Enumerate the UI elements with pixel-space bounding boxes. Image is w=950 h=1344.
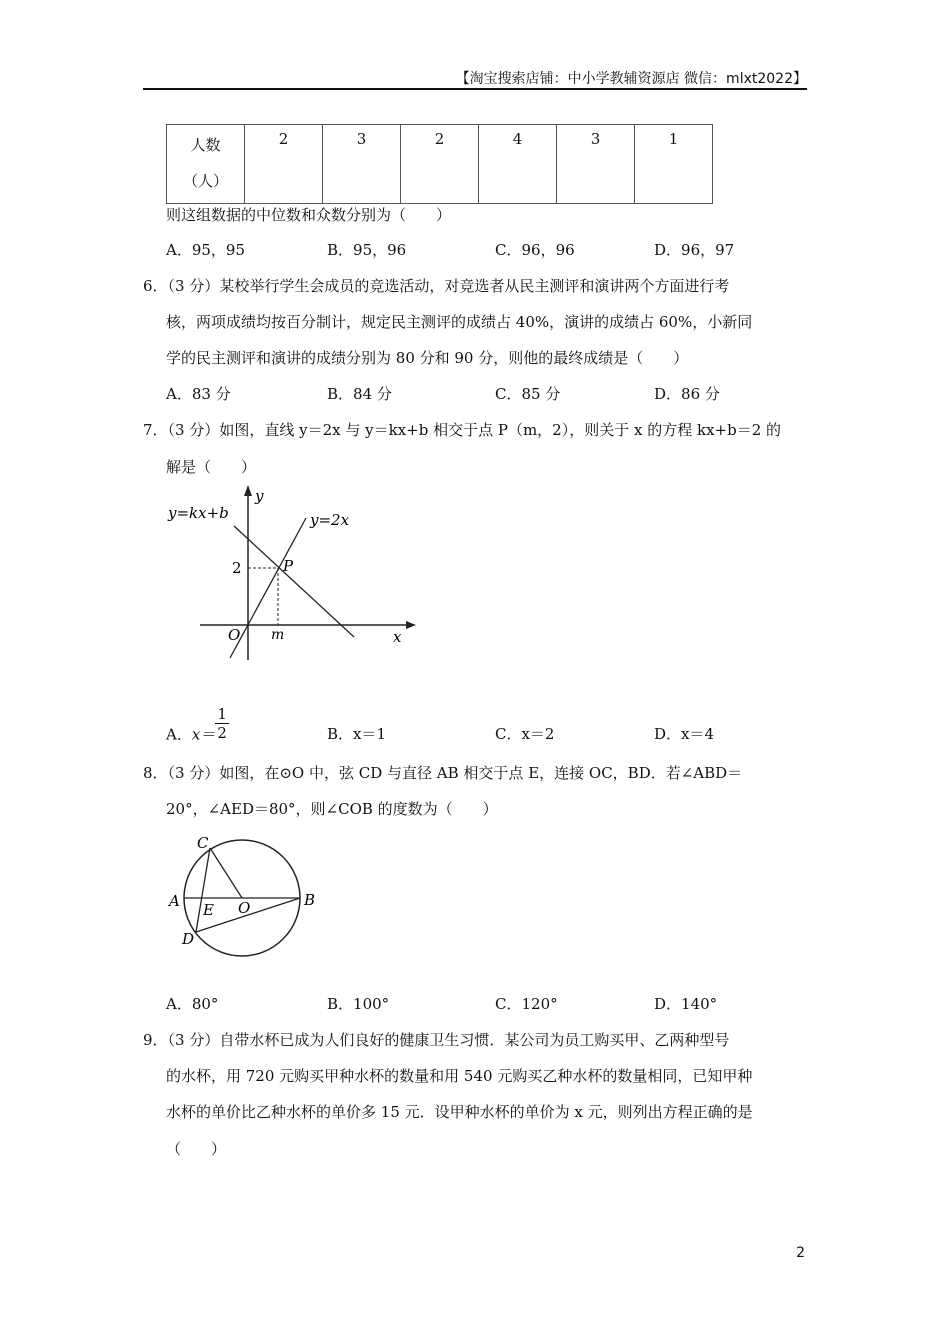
q7-option-d: D．x＝4 — [654, 725, 715, 743]
q5-stem: 则这组数据的中位数和众数分别为（ ） — [166, 206, 452, 224]
table-cell: 2 — [401, 125, 479, 204]
label-y-axis: y — [255, 487, 264, 505]
label-two: 2 — [232, 559, 242, 577]
label-a: A — [169, 892, 180, 910]
q7-line-1: 7．（3 分）如图，直线 y＝2x 与 y＝kx+b 相交于点 P（m，2），则关于 x 的方程 kx+b＝2 的 — [143, 421, 782, 439]
q8-circle-figure — [160, 828, 330, 958]
q6-line-1: 6．（3 分）某校举行学生会成员的竞选活动，对竞选者从民主测评和演讲两个方面进行考 — [143, 277, 730, 295]
q9-line-2: 的水杯，用 720 元购买甲种水杯的数量和用 540 元购买乙种水杯的数量相同，已知甲种 — [166, 1067, 753, 1085]
label-c: C — [197, 834, 209, 852]
q8-line-2: 20°，∠AED＝80°，则∠COB 的度数为（ ） — [166, 800, 498, 818]
page-number: 2 — [796, 1245, 805, 1261]
label-o: O — [238, 899, 251, 917]
q7-graph-figure — [160, 482, 420, 667]
table-cell: 3 — [323, 125, 401, 204]
q7-option-b: B．x＝1 — [327, 725, 387, 743]
q5-option-c: C．96，96 — [495, 241, 575, 259]
label-point-p: P — [283, 557, 294, 575]
q9-line-3: 水杯的单价比乙种水杯的单价多 15 元．设甲种水杯的单价为 x 元，则列出方程正确的是 — [166, 1103, 753, 1121]
table-cell: 4 — [479, 125, 557, 204]
fraction-numerator: 1 — [217, 705, 227, 723]
table-row — [167, 125, 713, 204]
table-row-header — [167, 125, 245, 204]
q8-option-a: A．80° — [166, 995, 219, 1013]
table-cell: 3 — [557, 125, 635, 204]
segment-oc — [210, 848, 242, 898]
q6-option-b: B．84 分 — [327, 385, 392, 403]
q8-option-d: D．140° — [654, 995, 718, 1013]
q6-option-c: C．85 分 — [495, 385, 561, 403]
table-cell: 1 — [635, 125, 713, 204]
label-origin: O — [228, 626, 241, 644]
header-text: 【淘宝搜索店铺：中小学教辅资源店 微信：mlxt2022】 — [455, 71, 807, 87]
q8-option-c: C．120° — [495, 995, 558, 1013]
q7-option-a-var: x＝ — [191, 725, 216, 744]
q7-option-a-fraction — [215, 705, 229, 742]
q6-option-d: D．86 分 — [654, 385, 720, 403]
label-line-kx-b: y=kx+b — [168, 504, 229, 522]
label-line-2x: y=2x — [310, 511, 350, 529]
label-b: B — [304, 891, 316, 909]
q5-option-b: B．95，96 — [327, 241, 407, 259]
q9-line-1: 9．（3 分）自带水杯已成为人们良好的健康卫生习惯．某公司为员工购买甲、乙两种型号 — [143, 1031, 730, 1049]
label-x-axis: x — [393, 628, 402, 646]
q5-option-d: D．96，97 — [654, 241, 735, 259]
q8-line-1: 8．（3 分）如图，在⊙O 中，弦 CD 与直径 AB 相交于点 E，连接 OC，BD．若∠ABD＝ — [143, 764, 743, 782]
label-e: E — [203, 901, 214, 919]
label-m: m — [271, 627, 285, 643]
label-d: D — [182, 930, 195, 948]
line-y-2x — [230, 518, 306, 658]
q8-option-b: B．100° — [327, 995, 390, 1013]
q9-line-4: （ ） — [166, 1140, 227, 1158]
q7-option-a — [166, 705, 229, 754]
fraction-denominator: 2 — [217, 724, 227, 742]
q5-option-a: A．95，95 — [166, 241, 246, 259]
y-axis-arrow-icon — [244, 485, 252, 496]
data-table — [166, 124, 713, 204]
q7-option-c: C．x＝2 — [495, 725, 555, 743]
line-y-kx-b — [234, 526, 354, 637]
q7-line-2: 解是（ ） — [166, 458, 257, 476]
x-axis-arrow-icon — [406, 621, 416, 629]
q6-option-a: A．83 分 — [166, 385, 231, 403]
q7-option-a-prefix: A． — [166, 725, 192, 744]
q6-line-3: 学的民主测评和演讲的成绩分别为 80 分和 90 分，则他的最终成绩是（ ） — [166, 349, 689, 367]
header-rule — [143, 88, 807, 90]
table-row-header-line1: 人数 — [190, 136, 221, 154]
table-row-header-line2: （人） — [182, 172, 228, 190]
q6-line-2: 核，两项成绩均按百分制计，规定民主测评的成绩占 40%，演讲的成绩占 60%，小新同 — [166, 313, 753, 331]
table-cell: 2 — [245, 125, 323, 204]
